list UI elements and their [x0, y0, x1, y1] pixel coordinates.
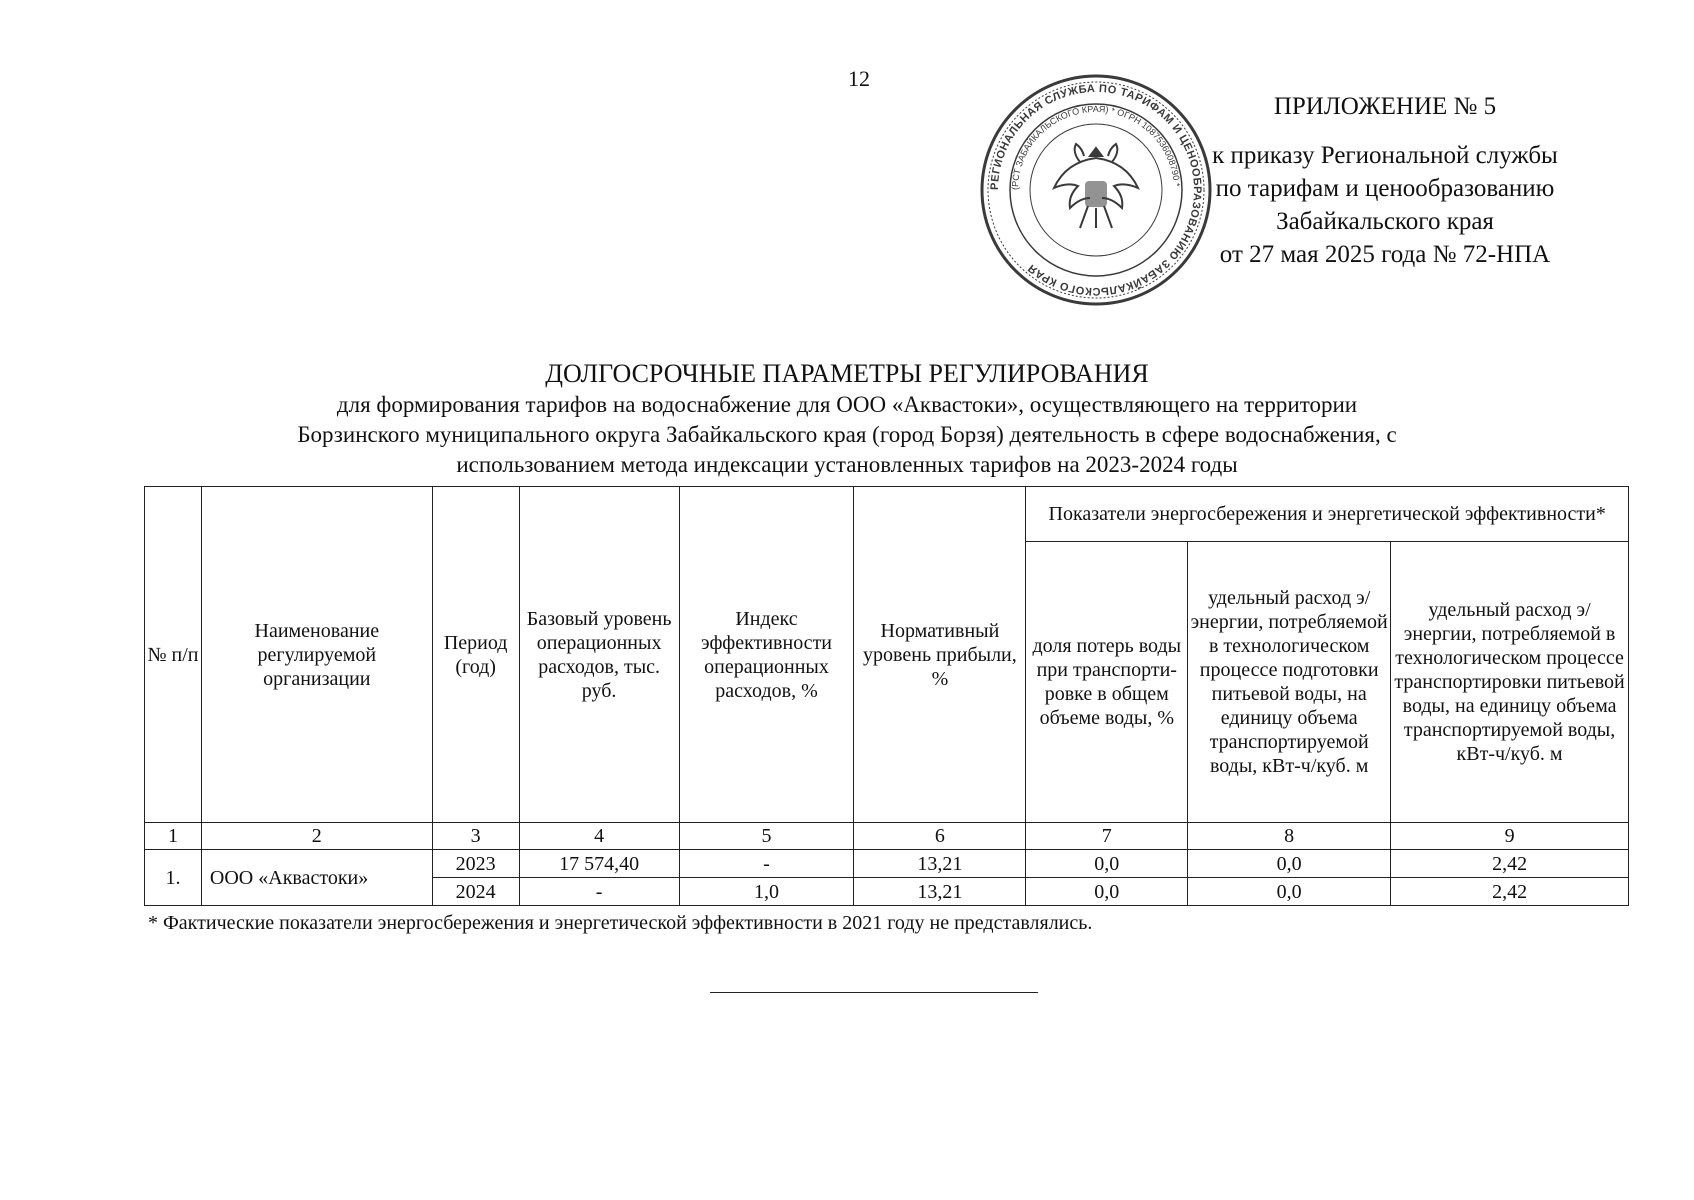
- page-number: 12: [848, 66, 870, 91]
- column-number: 1: [145, 823, 202, 850]
- column-number: 4: [519, 823, 679, 850]
- header-org: Наименование регулируемой организации: [201, 487, 432, 823]
- appendix-line: от 27 мая 2025 года № 72-НПА: [1219, 241, 1551, 268]
- header-row: [145, 487, 1629, 542]
- header-base-level: Базовый уровень операционных расходов, тыс. руб.: [519, 487, 679, 823]
- document-subtitle-line: для формирования тарифов на водоснабжение для ООО «Аквастоки», осуществляющего на территории: [336, 392, 1358, 417]
- footnote: * Фактические показатели энергосбережения и энергетической эффективности в 2021 году не представлялись.: [148, 912, 1093, 934]
- header-water-loss: доля потерь воды при транспорти-ровке в общем объеме воды, %: [1026, 542, 1188, 823]
- column-number-row: [145, 823, 1629, 850]
- appendix-block: [1155, 90, 1615, 271]
- header-num: № п/п: [145, 487, 202, 823]
- cell-period: 2024: [432, 878, 519, 906]
- document-title: ДОЛГОСРОЧНЫЕ ПАРАМЕТРЫ РЕГУЛИРОВАНИЯ: [545, 359, 1149, 388]
- header-energy-transport: удельный расход э/энергии, потребляемой в технологическом процессе транспортировки питьевой воды, на единицу объема транспортируемой воды, кВт-ч/куб. м: [1391, 542, 1629, 823]
- appendix-line: Забайкальского края: [1276, 208, 1494, 235]
- header-period: Период (год): [432, 487, 519, 823]
- cell-period: 2023: [432, 850, 519, 878]
- column-number: 8: [1188, 823, 1391, 850]
- appendix-title: ПРИЛОЖЕНИЕ № 5: [1273, 93, 1497, 120]
- document-subtitle-line: использованием метода индексации установленных тарифов на 2023-2024 годы: [456, 452, 1238, 477]
- column-number: 9: [1391, 823, 1629, 850]
- header-energy-group: Показатели энергосбережения и энергетической эффективности*: [1026, 487, 1629, 542]
- header-efficiency-index: Индекс эффективности операционных расходов, %: [679, 487, 854, 823]
- cell-efficiency-index: 1,0: [679, 878, 854, 906]
- column-number: 2: [201, 823, 432, 850]
- parameters-table: [144, 486, 1629, 906]
- cell-energy-prep: 0,0: [1188, 878, 1391, 906]
- column-number: 6: [854, 823, 1026, 850]
- official-seal: [976, 70, 1216, 310]
- cell-profit-level: 13,21: [854, 878, 1026, 906]
- appendix-line: по тарифам и ценообразованию: [1215, 175, 1555, 202]
- cell-water-loss: 0,0: [1026, 878, 1188, 906]
- cell-efficiency-index: -: [679, 850, 854, 878]
- cell-base-level: -: [519, 878, 679, 906]
- column-number: 3: [432, 823, 519, 850]
- table-row: [145, 850, 1629, 878]
- cell-water-loss: 0,0: [1026, 850, 1188, 878]
- header-energy-prep: удельный расход э/энергии, потребляемой в технологическом процессе подготовки питьевой воды, на единицу объема транспортируемой воды, кВт-ч/куб. м: [1188, 542, 1391, 823]
- cell-energy-transport: 2,42: [1391, 850, 1629, 878]
- document-subtitle-line: Борзинского муниципального округа Забайкальского края (город Борзя) деятельность в сфере водоснабжения, с: [297, 422, 1397, 447]
- appendix-line: к приказу Региональной службы: [1212, 142, 1558, 169]
- org-name: ООО «Аквастоки»: [201, 850, 432, 906]
- header-profit-level: Нормативный уровень прибыли, %: [854, 487, 1026, 823]
- column-number: 5: [679, 823, 854, 850]
- cell-energy-prep: 0,0: [1188, 850, 1391, 878]
- cell-profit-level: 13,21: [854, 850, 1026, 878]
- document-heading: [140, 358, 1554, 480]
- column-number: 7: [1026, 823, 1188, 850]
- row-num: 1.: [145, 850, 202, 906]
- seal-inner-text: (РСТ ЗАБАЙКАЛЬСКОГО КРАЯ) * ОГРН 1087536008790 *: [1009, 103, 1182, 191]
- eagle-emblem-icon: [1054, 144, 1138, 228]
- bottom-divider: [710, 992, 1038, 993]
- cell-energy-transport: 2,42: [1391, 878, 1629, 906]
- seal-outer-text: РЕГИОНАЛЬНАЯ СЛУЖБА ПО ТАРИФАМ И ЦЕНООБРАЗОВАНИЮ ЗАБАЙКАЛЬСКОГО КРАЯ: [988, 82, 1204, 298]
- cell-base-level: 17 574,40: [519, 850, 679, 878]
